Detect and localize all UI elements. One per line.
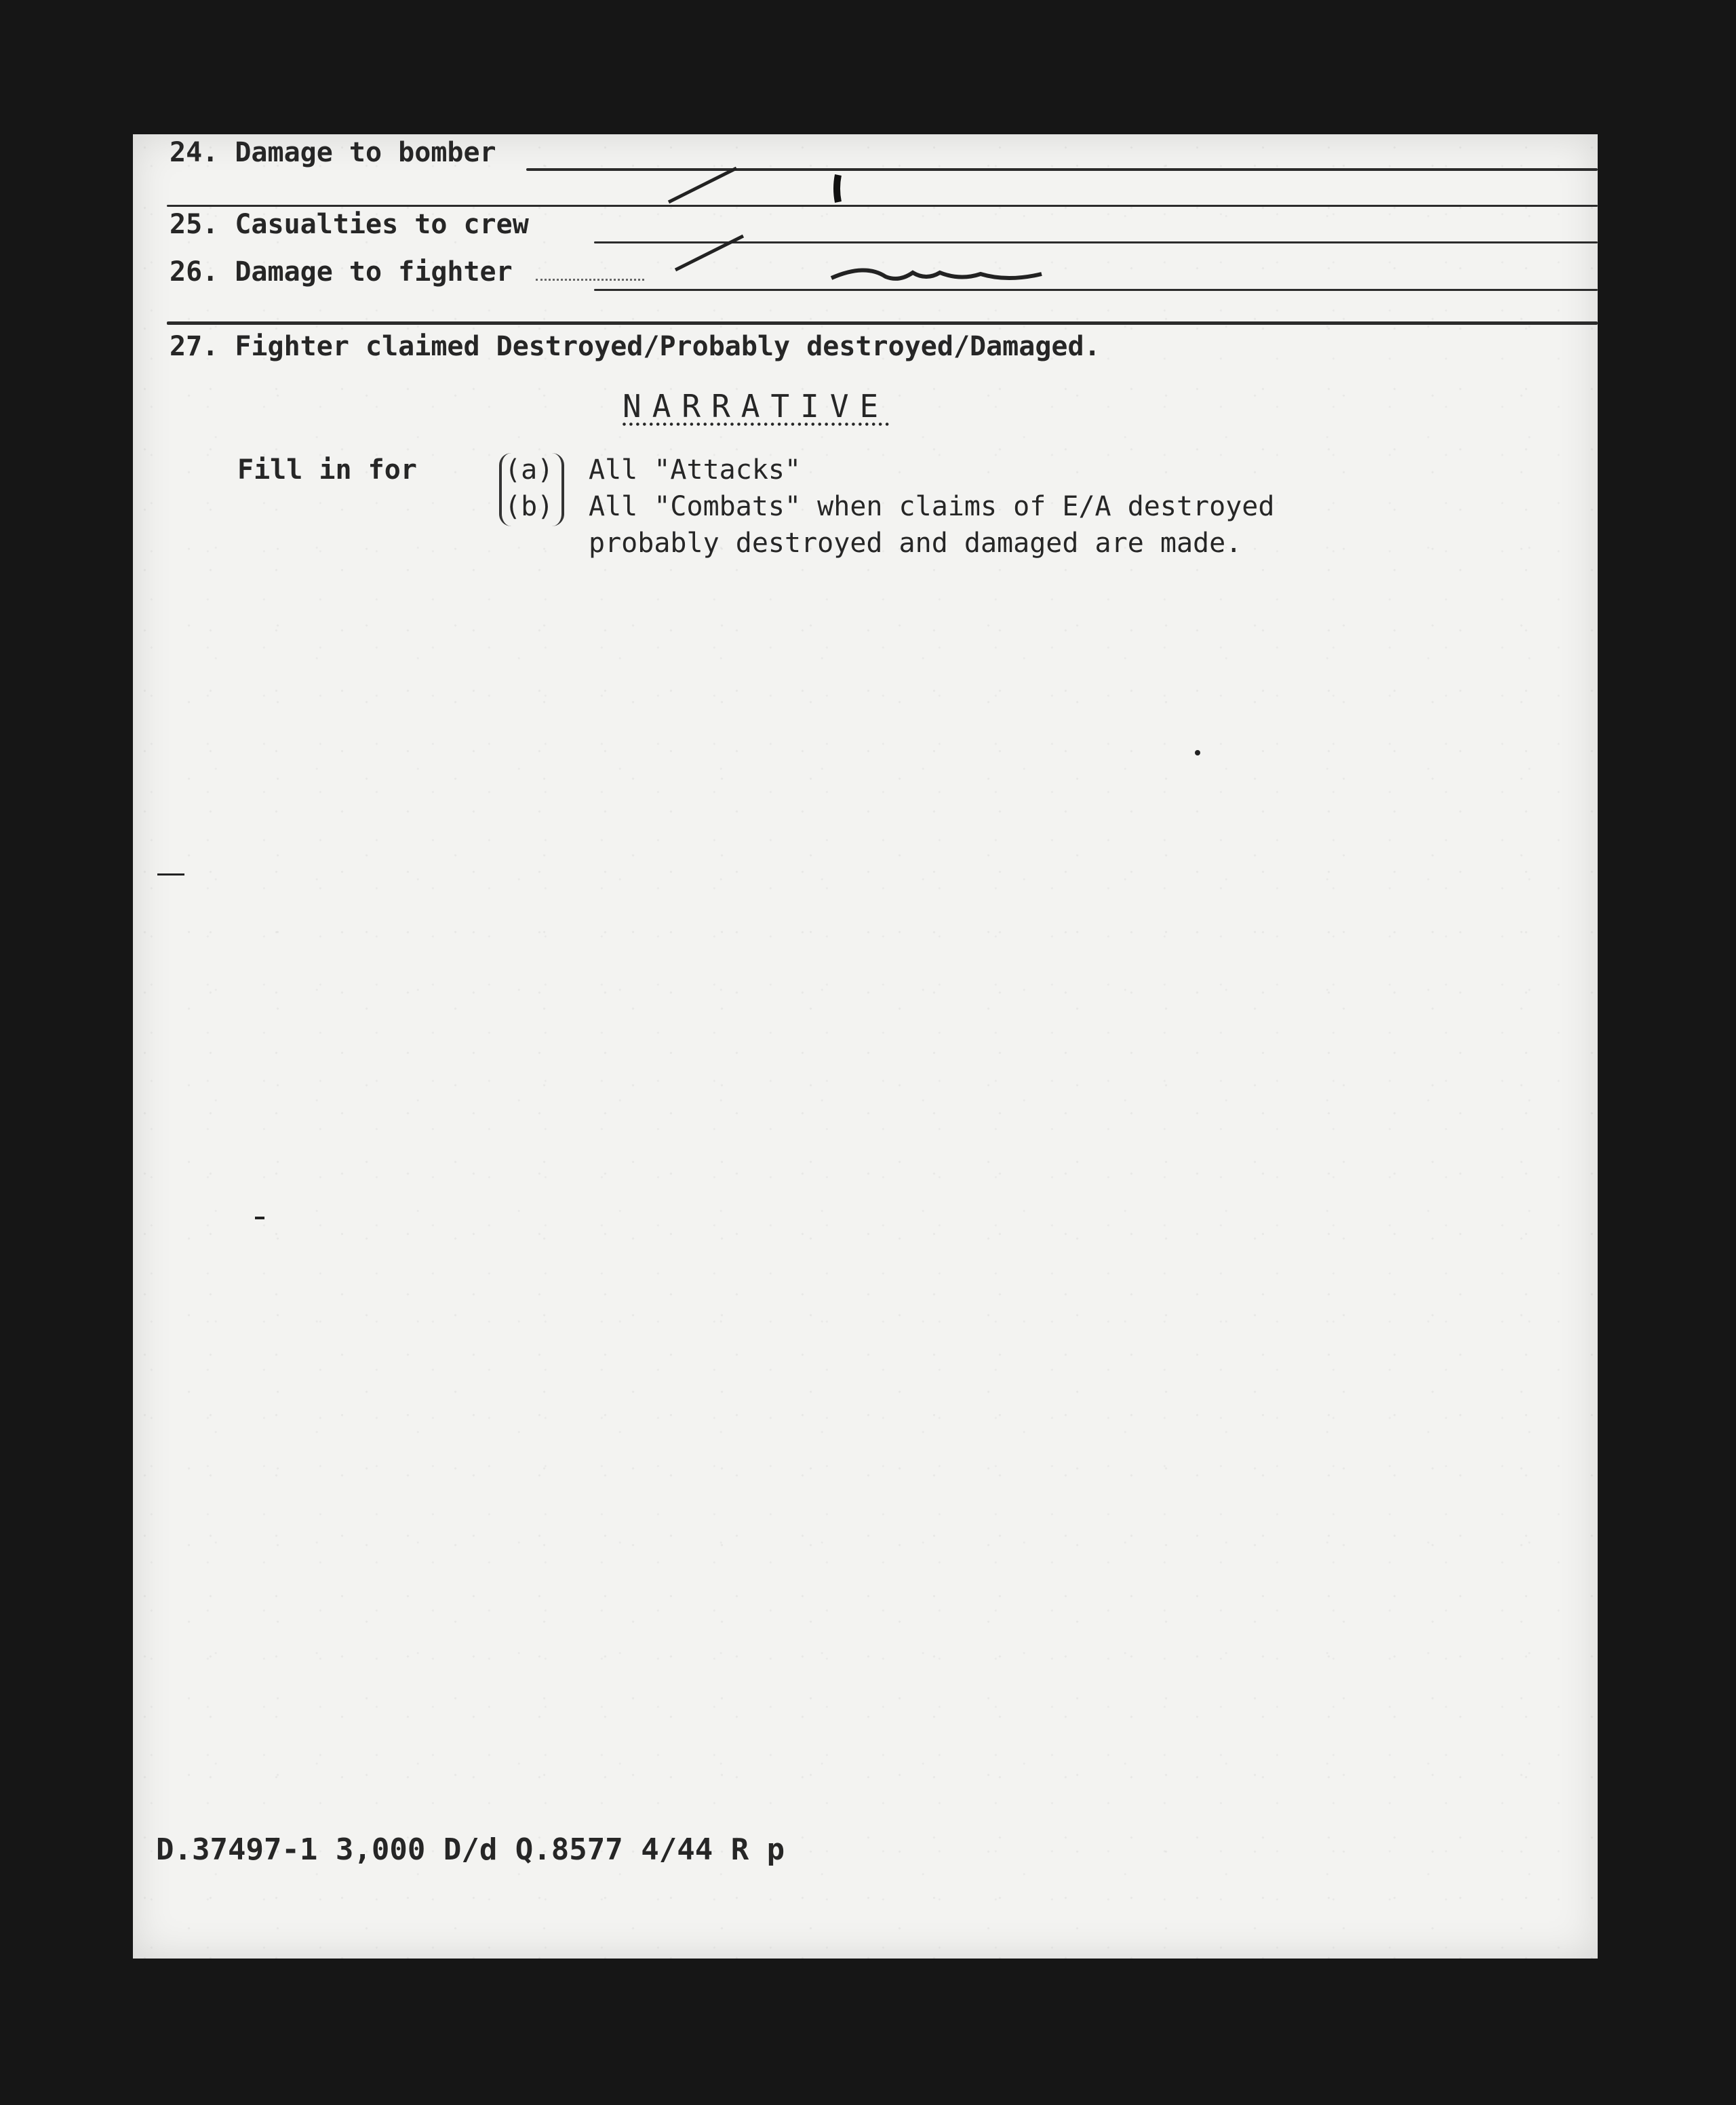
- ink-speck: [255, 1217, 264, 1219]
- form-item-25-label: 25. Casualties to crew: [170, 209, 529, 240]
- item-a-text: All "Attacks": [589, 454, 802, 486]
- ink-speck: [157, 873, 184, 876]
- narrative-heading: NARRATIVE: [623, 388, 890, 425]
- item-b-text-continued: probably destroyed and damaged are made.: [589, 528, 1242, 559]
- form-item-27-label: 27. Fighter claimed Destroyed/Probably destroyed/Damaged.: [170, 331, 1101, 362]
- form-item-24-label: 24. Damage to bomber: [170, 137, 496, 168]
- form-item-27: [170, 331, 1101, 362]
- document-page: [133, 134, 1598, 1959]
- item-a-marker: (a): [505, 454, 554, 486]
- fill-in-label: Fill in for: [237, 454, 417, 486]
- form-item-26-leader: [536, 258, 644, 281]
- form-item-26-label: 26. Damage to fighter: [170, 256, 513, 288]
- item-b-text: All "Combats" when claims of E/A destroyed: [589, 491, 1275, 522]
- form-rule-27: [167, 321, 1598, 325]
- item-b-marker: (b): [505, 491, 554, 522]
- print-code: D.37497-1 3,000 D/d Q.8577 4/44 R p: [156, 1832, 785, 1867]
- ink-speck: [1195, 750, 1200, 755]
- form-item-24: [170, 137, 496, 168]
- handwritten-entry-marks: [662, 161, 1150, 290]
- form-item-25: [170, 209, 529, 240]
- form-item-26: [170, 256, 644, 288]
